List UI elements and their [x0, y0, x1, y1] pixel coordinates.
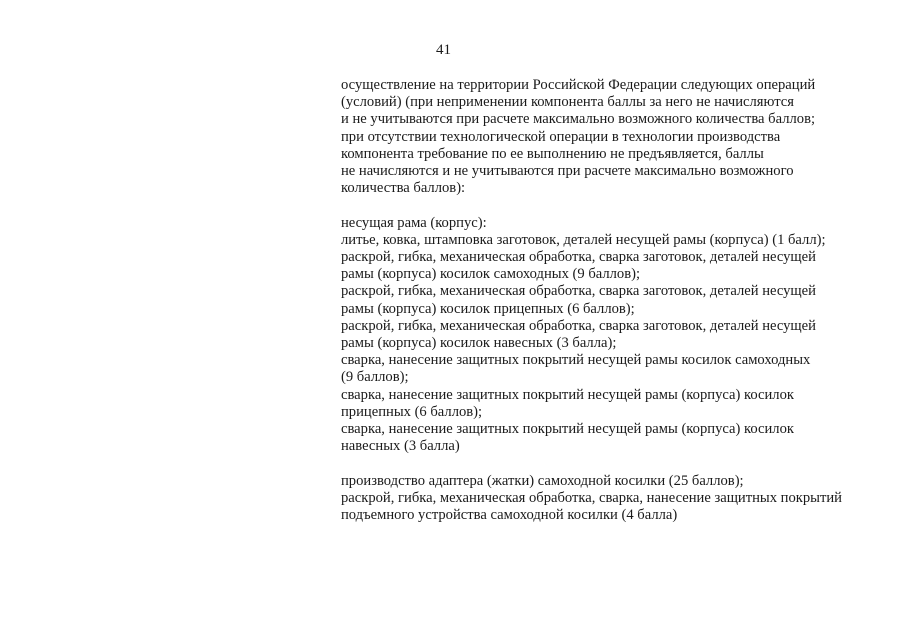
- text-line: навесных (3 балла): [341, 438, 460, 455]
- paragraph-frame: [341, 215, 901, 456]
- text-line: сварка, нанесение защитных покрытий несущей рамы (корпуса) косилок: [341, 386, 794, 403]
- text-line: подъемного устройства самоходной косилки (4 балла): [341, 507, 678, 524]
- text-line: не начисляются и не учитываются при расчете максимально возможного: [341, 163, 794, 180]
- page-number: 41: [436, 42, 451, 58]
- text-line: литье, ковка, штамповка заготовок, деталей несущей рамы (корпуса) (1 балл);: [341, 231, 826, 248]
- text-line: сварка, нанесение защитных покрытий несущей рамы косилок самоходных: [341, 352, 811, 369]
- text-line: прицепных (6 баллов);: [341, 403, 483, 420]
- text-line: раскрой, гибка, механическая обработка, сварка заготовок, деталей несущей: [341, 283, 816, 300]
- document-body: [341, 77, 901, 524]
- text-line: при отсутствии технологической операции в технологии производства: [341, 128, 781, 145]
- paragraph-spacer: [341, 455, 901, 472]
- text-line: раскрой, гибка, механическая обработка, сварка заготовок, деталей несущей: [341, 249, 816, 266]
- text-line: рамы (корпуса) косилок навесных (3 балла);: [341, 335, 617, 352]
- paragraph-adapter: [341, 473, 901, 525]
- text-line: и не учитываются при расчете максимально возможного количества баллов;: [341, 111, 816, 128]
- text-line: раскрой, гибка, механическая обработка, сварка, нанесение защитных покрытий: [341, 489, 842, 506]
- text-line: сварка, нанесение защитных покрытий несущей рамы (корпуса) косилок: [341, 421, 794, 438]
- text-line: несущая рама (корпус):: [341, 214, 487, 231]
- text-line: количества баллов):: [341, 180, 466, 197]
- paragraph-spacer: [341, 197, 901, 214]
- text-line: осуществление на территории Российской Федерации следующих операций: [341, 77, 816, 93]
- text-line: компонента требование по ее выполнению не предъявляется, баллы: [341, 145, 764, 162]
- text-line: раскрой, гибка, механическая обработка, сварка заготовок, деталей несущей: [341, 317, 816, 334]
- text-line: рамы (корпуса) косилок прицепных (6 баллов);: [341, 300, 635, 317]
- text-line: рамы (корпуса) косилок самоходных (9 баллов);: [341, 266, 641, 283]
- text-line: (9 баллов);: [341, 369, 409, 386]
- paragraph-intro: [341, 77, 901, 197]
- text-line: (условий) (при неприменении компонента баллы за него не начисляются: [341, 94, 794, 111]
- text-line: производство адаптера (жатки) самоходной косилки (25 баллов);: [341, 472, 744, 489]
